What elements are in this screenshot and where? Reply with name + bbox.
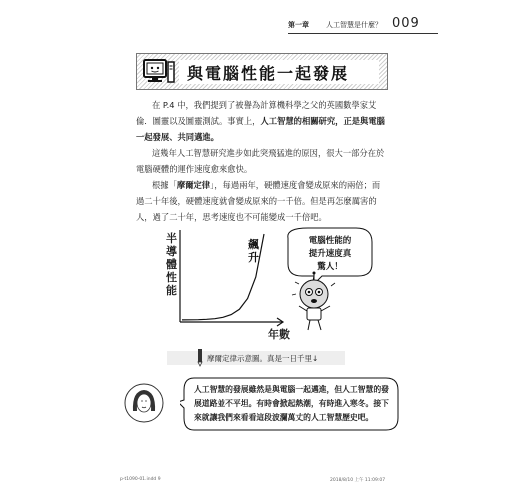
- paragraph-text: 在 P.4 中，我們提到了被譽為計算機科學之父的英國數學家艾倫．圖靈以及圖靈測試。事實上，: [136, 100, 377, 126]
- paragraph-hardware: 這幾年人工智慧研究進步如此突飛猛進的原因，很大一部分在於電腦硬體的運作速度愈來愈快。: [136, 148, 385, 174]
- y-axis-label: [165, 231, 177, 297]
- footer-timestamp: 2018/8/10 上午 11:09:07: [330, 478, 386, 483]
- computer-icon: [143, 58, 175, 86]
- character-bubble: [288, 228, 372, 286]
- annotation-char: 飆: [248, 238, 259, 251]
- moores-law-chart: [136, 224, 386, 348]
- bubble-line-3: 驚人！: [317, 262, 343, 272]
- moores-law-term: 摩爾定律: [176, 180, 211, 190]
- paragraph-moores-law: [136, 177, 388, 225]
- paragraph-turing: [136, 97, 388, 145]
- chapter-label: 第一章: [288, 21, 309, 29]
- pencil-icon: [195, 349, 205, 367]
- section-title-box: [179, 60, 379, 84]
- y-axis-label-char: 體: [166, 258, 177, 271]
- header-rule: [288, 33, 438, 34]
- bubble-line-1: 電腦性能的: [308, 236, 352, 246]
- author-avatar: [124, 381, 164, 425]
- y-axis-label-char: 半: [166, 232, 177, 245]
- figure-caption: [167, 351, 345, 365]
- speech-text: 人工智慧的發展雖然是與電腦一起邁進，但人工智慧的發展道路並不平坦。有時會掀起熱潮，有時進入寒冬。接下來就讓我們來看看這段波瀾萬丈的人工智慧歷史吧。: [194, 385, 389, 422]
- y-axis-label-char: 導: [166, 245, 177, 258]
- robot-character-icon: [292, 272, 335, 331]
- paragraph-text: 根據「: [152, 180, 177, 190]
- paragraph-emphasis: 人工智慧的相關研究，正是與電腦一起發展、共同邁進。: [136, 116, 385, 142]
- chart-annotation: [248, 237, 259, 264]
- y-axis-label-char: 性: [166, 271, 177, 284]
- chapter-title: 人工智慧是什麼？: [326, 21, 382, 29]
- section-title: 與電腦性能一起發展: [187, 64, 350, 83]
- page-number: 009: [392, 16, 420, 31]
- section-banner: [136, 53, 388, 90]
- author-speech-bubble: [180, 376, 400, 432]
- x-axis-label: 年數: [268, 328, 290, 341]
- page-header: [288, 18, 438, 36]
- bubble-line-2: 提升速度真: [308, 249, 352, 259]
- y-axis-label-char: 能: [166, 284, 177, 297]
- annotation-char: 升: [248, 251, 259, 264]
- paragraph-text: 」，每過兩年，硬體速度會變成原來的兩倍；而過二十年後，硬體速度就會變成原來的一千倍。但是再怎麼厲害的人，過了二十年，思考速度也不可能變成一千倍吧。: [136, 180, 381, 222]
- footer-filename: p-t1090-01.indd 9: [120, 477, 161, 482]
- caption-text: 摩爾定律示意圖。真是一日千里↓: [207, 354, 319, 363]
